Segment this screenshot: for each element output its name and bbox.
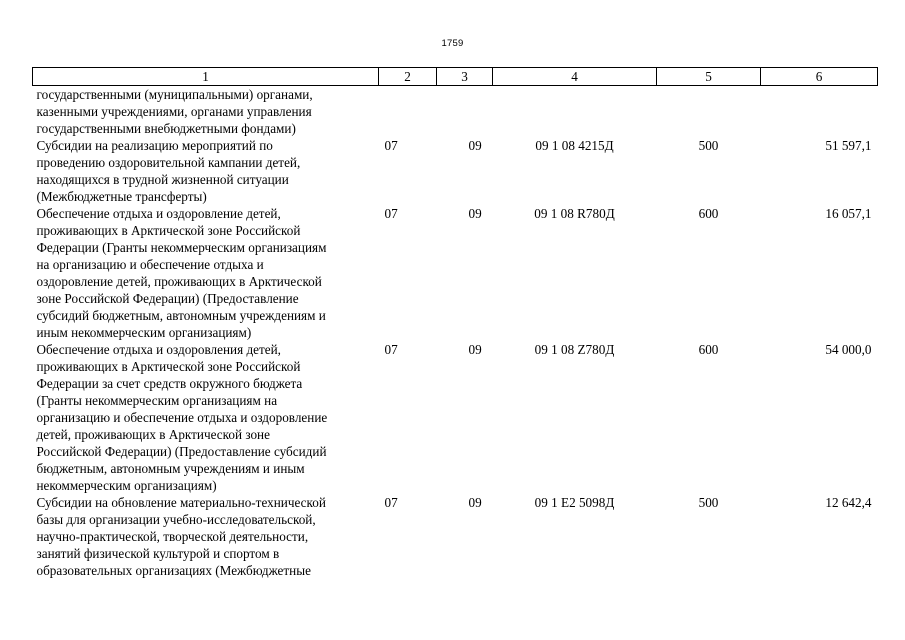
name-line: базы для организации учебно-исследовательской, [36, 512, 316, 527]
name-line: проведению оздоровительной кампании детей, [36, 155, 301, 170]
name-line: на организацию и обеспечение отдыха и [36, 257, 264, 272]
name-line: государственными (муниципальными) органами, [36, 87, 313, 102]
row-name-cell [33, 137, 379, 205]
name-line: бюджетным, автономным учреждениям и иным [36, 461, 305, 476]
table-row [33, 137, 878, 205]
row-name-cell [33, 341, 379, 494]
name-line: казенными учреждениями, органами управления [36, 104, 312, 119]
table-body [33, 86, 878, 580]
name-line: Обеспечение отдыха и оздоровление детей, [36, 206, 281, 221]
row-name-cell [33, 205, 379, 341]
table-row [33, 205, 878, 341]
header-col-sum: 6 [761, 68, 878, 86]
name-line: Российской Федерации) (Предоставление субсидий [36, 444, 327, 459]
row-type-cell: 500 [698, 495, 719, 510]
name-line: научно-практической, творческой деятельности, [36, 529, 309, 544]
name-line: иным некоммерческим организациям) [36, 325, 252, 340]
header-col-name: 1 [33, 68, 379, 86]
row-subsection-cell: 09 [468, 342, 482, 357]
header-col-code: 4 [493, 68, 657, 86]
name-line: проживающих в Арктической зоне Российской [36, 223, 301, 238]
row-section-cell [379, 86, 437, 138]
budget-table [32, 67, 878, 579]
row-type-cell: 500 [698, 138, 719, 153]
row-subsection-cell [437, 86, 493, 138]
row-subsection-cell: 09 [468, 206, 482, 221]
header-col-type: 5 [657, 68, 761, 86]
row-sum-cell: 12 642,4 [825, 495, 872, 510]
name-line: Субсидии на реализацию мероприятий по [36, 138, 273, 153]
page-number: 1759 [441, 38, 464, 49]
name-line: организацию и обеспечение отдыха и оздоровление [36, 410, 328, 425]
name-line: находящихся в трудной жизненной ситуации [36, 172, 289, 187]
header-col-subsection: 3 [437, 68, 493, 86]
name-line: образовательных организациях (Межбюджетные [36, 563, 311, 578]
row-code-cell: 09 1 08 R780Д [534, 206, 615, 221]
table-row [33, 494, 878, 579]
name-line: проживающих в Арктической зоне Российской [36, 359, 301, 374]
name-line: оздоровление детей, проживающих в Арктической [36, 274, 322, 289]
row-section-cell: 07 [384, 206, 398, 221]
name-line: государственными внебюджетными фондами) [36, 121, 296, 136]
name-line: некоммерческим организациям) [36, 478, 217, 493]
row-sum-cell: 54 000,0 [825, 342, 872, 357]
name-line: Обеспечение отдыха и оздоровления детей, [36, 342, 281, 357]
row-sum-cell: 51 597,1 [825, 138, 872, 153]
row-code-cell: 09 1 08 Z780Д [534, 342, 615, 357]
name-line: субсидий бюджетным, автономным учреждениям и [36, 308, 326, 323]
row-type-cell: 600 [698, 206, 719, 221]
row-section-cell: 07 [384, 138, 398, 153]
row-section-cell: 07 [384, 495, 398, 510]
name-line: детей, проживающих в Арктической зоне [36, 427, 270, 442]
row-name-cell [33, 86, 379, 138]
name-line: Федерации (Гранты некоммерческим организациям [36, 240, 327, 255]
row-code-cell: 09 1 E2 5098Д [534, 495, 615, 510]
name-line: зоне Российской Федерации) (Предоставление [36, 291, 299, 306]
row-sum-cell: 16 057,1 [825, 206, 872, 221]
table-header-row [33, 68, 878, 86]
row-sum-cell [761, 86, 878, 138]
row-subsection-cell: 09 [468, 138, 482, 153]
name-line: Федерации за счет средств окружного бюджета [36, 376, 303, 391]
row-type-cell: 600 [698, 342, 719, 357]
header-col-section: 2 [379, 68, 437, 86]
name-line: (Гранты некоммерческим организациям на [36, 393, 278, 408]
name-line: Субсидии на обновление материально-технической [36, 495, 326, 510]
row-code-cell: 09 1 08 4215Д [535, 138, 614, 153]
row-code-cell [493, 86, 657, 138]
table-row [33, 86, 878, 138]
row-type-cell [657, 86, 761, 138]
name-line: занятий физической культурой и спортом в [36, 546, 280, 561]
table-row [33, 341, 878, 494]
row-name-cell [33, 494, 379, 579]
name-line: (Межбюджетные трансферты) [36, 189, 207, 204]
row-section-cell: 07 [384, 342, 398, 357]
row-subsection-cell: 09 [468, 495, 482, 510]
